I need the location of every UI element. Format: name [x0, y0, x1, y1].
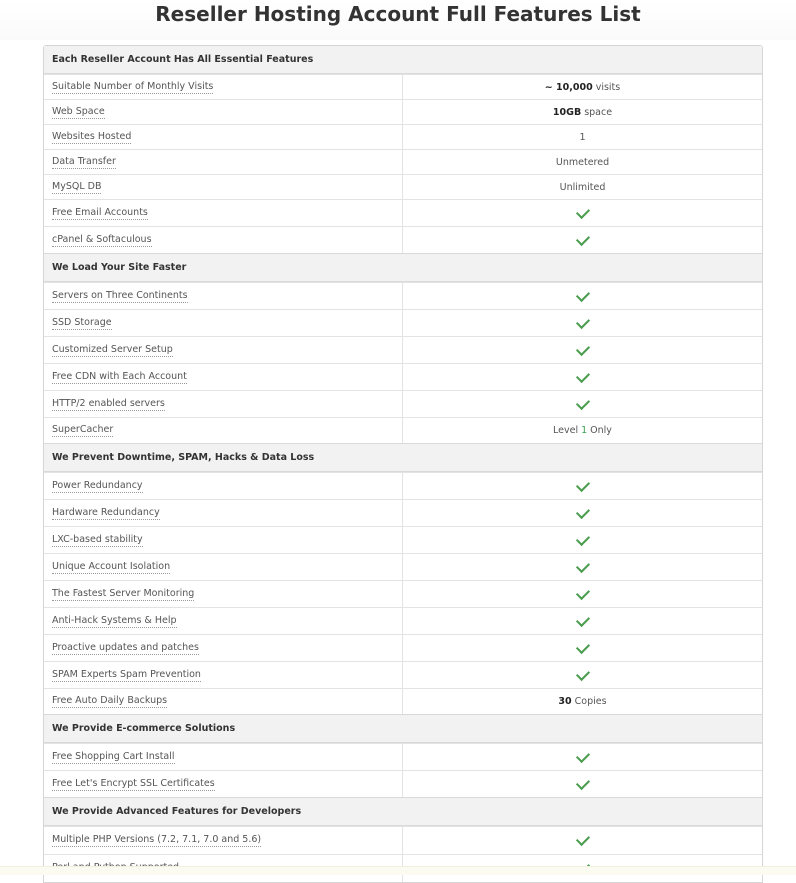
feature-label-cell [44, 418, 403, 443]
table-row [44, 336, 762, 363]
feature-label-cell [44, 75, 403, 99]
table-row [44, 770, 762, 797]
feature-label-cell [44, 581, 403, 607]
table-row [44, 149, 762, 174]
table-row [44, 499, 762, 526]
feature-value-cell [403, 744, 762, 770]
feature-label-cell [44, 125, 403, 149]
feature-label-cell [44, 827, 403, 854]
checkmark-icon [575, 748, 589, 762]
feature-value-cell [403, 473, 762, 499]
feature-label[interactable]: SSD Storage [52, 316, 112, 328]
feature-value-cell [403, 150, 762, 174]
feature-label-cell [44, 500, 403, 526]
feature-value-cell [403, 500, 762, 526]
table-row [44, 74, 762, 99]
table-row [44, 309, 762, 336]
feature-label[interactable]: Servers on Three Continents [52, 289, 188, 301]
checkmark-icon [575, 368, 589, 382]
feature-label[interactable]: Free Auto Daily Backups [52, 695, 168, 706]
feature-value-cell [403, 689, 762, 714]
feature-value-cell [403, 200, 762, 226]
feature-value-cell [403, 75, 762, 99]
feature-label-cell [44, 527, 403, 553]
table-row [44, 390, 762, 417]
feature-label[interactable]: Free Shopping Cart Install [52, 750, 175, 762]
checkmark-icon [575, 832, 589, 846]
checkmark-icon [575, 477, 589, 491]
feature-label[interactable]: HTTP/2 enabled servers [52, 397, 165, 409]
feature-value-cell [403, 364, 762, 390]
table-row [44, 99, 762, 124]
feature-label-cell [44, 200, 403, 226]
value-accent: 1 [581, 425, 588, 436]
table-row [44, 743, 762, 770]
feature-label[interactable]: Data Transfer [52, 155, 116, 167]
value-number: 10GB [552, 106, 582, 118]
table-row [44, 282, 762, 309]
checkmark-icon [575, 666, 589, 680]
value-text: 1 [579, 131, 586, 143]
value-text: space [584, 106, 613, 118]
value-text: Unlimited [559, 181, 606, 193]
value-text: visits [595, 81, 621, 93]
table-row [44, 417, 762, 443]
table-row [44, 199, 762, 226]
table-row [44, 661, 762, 688]
feature-label-cell [44, 175, 403, 199]
feature-value-cell [403, 635, 762, 661]
section-heading: We Load Your Site Faster [44, 253, 762, 282]
feature-value-cell [403, 581, 762, 607]
feature-value-cell [403, 227, 762, 253]
feature-label-cell [44, 744, 403, 770]
section-heading: Each Reseller Account Has All Essential Features [44, 46, 762, 74]
feature-label-cell [44, 608, 403, 634]
feature-label-cell [44, 689, 403, 714]
checkmark-icon [575, 504, 589, 518]
feature-value-cell [403, 125, 762, 149]
checkmark-icon [575, 314, 589, 328]
feature-label-cell [44, 662, 403, 688]
feature-label[interactable]: cPanel & Softaculous [52, 233, 152, 245]
value-text: Copies [574, 696, 607, 707]
feature-value-cell [403, 827, 762, 854]
value-prefix: Level [553, 425, 579, 436]
feature-label[interactable]: Suitable Number of Monthly Visits [52, 80, 214, 92]
feature-label[interactable]: MySQL DB [52, 180, 102, 192]
checkmark-icon [575, 558, 589, 572]
checkmark-icon [575, 639, 589, 653]
feature-label-cell [44, 337, 403, 363]
table-row [44, 607, 762, 634]
checkmark-icon [575, 287, 589, 301]
features-table [43, 45, 763, 883]
feature-label[interactable]: Hardware Redundancy [52, 506, 160, 518]
feature-label-cell [44, 391, 403, 417]
feature-label[interactable]: Web Space [52, 105, 105, 117]
feature-label-cell [44, 473, 403, 499]
table-row [44, 226, 762, 253]
feature-label-cell [44, 227, 403, 253]
section-heading: We Provide E-commerce Solutions [44, 714, 762, 743]
feature-label[interactable]: Free CDN with Each Account [52, 370, 187, 382]
feature-value-cell [403, 337, 762, 363]
section-heading: We Prevent Downtime, SPAM, Hacks & Data Loss [44, 443, 762, 472]
value-text: Unmetered [555, 156, 610, 168]
table-row [44, 174, 762, 199]
feature-label[interactable]: Anti-Hack Systems & Help [52, 614, 177, 626]
table-row [44, 124, 762, 149]
table-row [44, 826, 762, 854]
table-row [44, 363, 762, 390]
page-title: Reseller Hosting Account Full Features List [0, 0, 796, 40]
feature-label-cell [44, 554, 403, 580]
feature-label-cell [44, 283, 403, 309]
feature-value-cell [403, 391, 762, 417]
feature-label[interactable]: The Fastest Server Monitoring [52, 587, 195, 599]
feature-value-cell [403, 527, 762, 553]
feature-label-cell [44, 150, 403, 174]
value-text: Only [590, 425, 612, 436]
checkmark-icon [575, 395, 589, 409]
table-row [44, 553, 762, 580]
checkmark-icon [575, 341, 589, 355]
feature-label-cell [44, 310, 403, 336]
table-row [44, 580, 762, 607]
section-heading: We Provide Advanced Features for Developers [44, 797, 762, 826]
checkmark-icon [575, 612, 589, 626]
checkmark-icon [575, 775, 589, 789]
checkmark-icon [575, 585, 589, 599]
feature-label[interactable]: SuperCacher [52, 424, 114, 435]
feature-value-cell [403, 310, 762, 336]
feature-label[interactable]: Multiple PHP Versions (7.2, 7.1, 7.0 and 5.6) [52, 834, 262, 845]
feature-label[interactable]: LXC-based stability [52, 533, 143, 545]
table-row [44, 472, 762, 499]
feature-label[interactable]: Free Let's Encrypt SSL Certificates [52, 777, 215, 789]
feature-label[interactable]: Websites Hosted [52, 130, 132, 142]
table-row [44, 688, 762, 714]
feature-label-cell [44, 364, 403, 390]
feature-label[interactable]: Customized Server Setup [52, 343, 173, 355]
feature-value-cell [403, 608, 762, 634]
feature-value-cell [403, 100, 762, 124]
feature-label[interactable]: Free Email Accounts [52, 206, 148, 218]
feature-label[interactable]: SPAM Experts Spam Prevention [52, 668, 201, 680]
feature-value-cell [403, 283, 762, 309]
checkmark-icon [575, 231, 589, 245]
feature-value-cell [403, 662, 762, 688]
checkmark-icon [575, 531, 589, 545]
checkmark-icon [575, 204, 589, 218]
feature-value-cell [403, 554, 762, 580]
feature-value-cell [403, 175, 762, 199]
table-row [44, 634, 762, 661]
feature-value-cell [403, 418, 762, 443]
value-number: 30 [558, 696, 572, 707]
value-number: ~ 10,000 [544, 81, 593, 93]
feature-label-cell [44, 771, 403, 797]
feature-label-cell [44, 635, 403, 661]
feature-label-cell [44, 100, 403, 124]
feature-label[interactable]: Power Redundancy [52, 479, 143, 491]
feature-label[interactable]: Proactive updates and patches [52, 641, 199, 653]
feature-label[interactable]: Unique Account Isolation [52, 560, 171, 572]
table-row [44, 526, 762, 553]
feature-value-cell [403, 771, 762, 797]
